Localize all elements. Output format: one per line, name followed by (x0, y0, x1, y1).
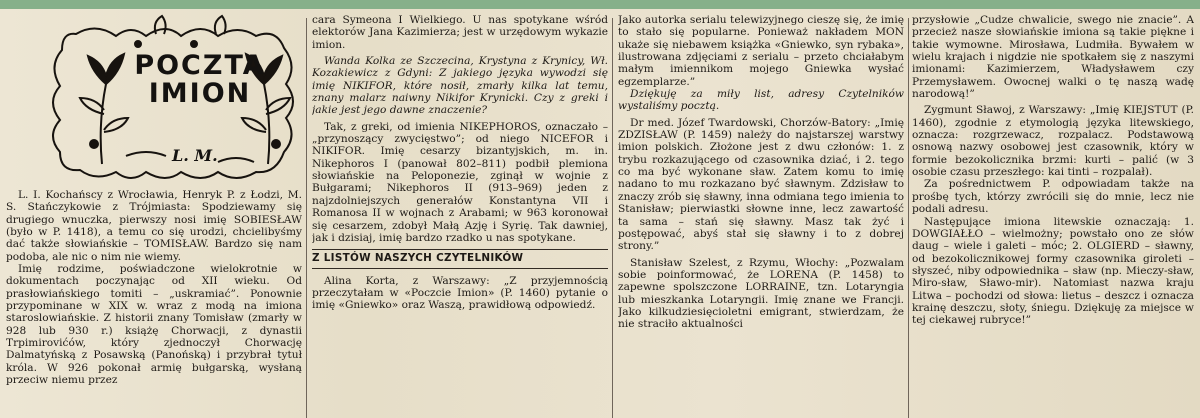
letter-paragraph: Za pośrednictwem P. odpowiadam także na prośbę tych, którzy zwrócili się do mnie, lecz nie podali adresu. (912, 178, 1194, 216)
letter-paragraph: Dr med. Józef Twardowski, Chorzów-Batory: „Imię ZDZISŁAW (P. 1459) należy do najstarszej warstwy imion polskich. Złożone jest z dwu członów: 1. z trybu rozkazującego od czasownika dziać, i 2. tego co ma być wykonane sław. Zatem komu to imię nadano to mu rozkazano być sławnym. Zdzisław to znaczy zrób się sławny, inna odmiana tego imienia to Stanisław; pierwiastki słowne inne, lecz zawartość ta sama – stań się sławny. Masz tak żyć i postępować, abyś stał się sławny i to z dobrej strony.” (618, 116, 904, 253)
letter-paragraph: przysłowie „Cudze chwalicie, swego nie znacie”. A przecież nasze słowiańskie imiona są takie piękne i takie wymowne. Mirosława, Ludmiła. Bywałem w wielu krajach i nigdzie nie spotkałem się z naszymi imionami: Kazimierzem, Władysławem czy Przemysławem. Owocnej walki o tę naszą wadę narodową!” (912, 14, 1194, 101)
letter-paragraph: Zygmunt Sławoj, z Warszawy: „Imię KIEJSTUT (P. 1460), zgodnie z etymologią języka litewskiego, oznacza: rozgrzewacz, rozpalacz. Podstawową osnową nazwy osobowej jest czasownik, który w formie bezokolicznika brzmi: kurti – palić (w 3 osobie czasu przeszłego: kai tinti – rozpalał). (912, 104, 1194, 179)
letter-paragraph: Alina Korta, z Warszawy: „Z przyjemnością przeczytałam w «Poczcie Imion» (P. 1460) pytanie o imię «Gniewko» oraz Waszą, prawidłową odpowiedź. (312, 274, 608, 312)
reply-note: Dziękuję za miły list, adresy Czytelników wystaliśmy pocztą. (618, 88, 904, 113)
section-heading: Z LISTÓW NASZYCH CZYTELNIKÓW (312, 249, 608, 268)
author-signature: L. M. (172, 146, 218, 165)
column-2 (312, 14, 608, 418)
letter-paragraph: L. I. Kochańscy z Wrocławia, Henryk P. z Łodzi, M. S. Stańczykowie z Trójmiasta: Spodziewamy się drugiego wnuczka, pierwszy nosi imię SOBIESŁAW (było w P. 1418), a temu co się urodzi, chcielibyśmy dać także słowiańskie – TOMISŁAW. Bardzo się nam podoba, ale nic o nim nie wiemy. (6, 189, 302, 263)
green-top-border (0, 0, 1200, 9)
column-4 (912, 14, 1194, 418)
column-rule (306, 18, 307, 418)
answer-paragraph: Imię rodzime, poświadczone wielokrotnie w dokumentach poczynając od XII wieku. Od prasłowiańskiego tomiti – „uskramiać”. Ponownie przypominane w XIX w. wraz z modą na imiona staroslowiańskie. Z historii znany Tomisław (zmarły w 928 lub 930 r.) książę Chorwacji, z dynastii Trpimirovićów, który zjednoczył Chorwację Dalmatyńską z Posawską (Panońską) i przybrał tytuł króla. W 926 pokonał armię bułgarską, wysłaną przeciw niemu przez (6, 263, 302, 387)
column-3 (618, 14, 904, 418)
answer-paragraph: cara Symeona I Wielkiego. U nas spotykane wśród elektorów Jana Kazimierza; jest w urzędowym wykazie imion. (312, 14, 608, 51)
column-rule (908, 18, 909, 418)
masthead-title: POCZTA IMION (134, 50, 266, 109)
answer-paragraph: Tak, z greki, od imienia NIKEPHOROS, oznaczało – „przynoszący zwycięstwo”; od niego NICEFOR i NIKIFOR. Imię cesarzy bizantyjskich, m. in. Nikephoros I (panował 802–811) podbił plemiona słowiańskie na Peloponezie, zginął w wojnie z Bułgarami; Nikephoros II (913–969) jeden z najzdolniejszych generałów Konstantyna VII i Romanosa II w wojnach z Arabami; w 963 koronował się cesarzem, zdobył Małą Azję i Syrię. Tak dawniej, jak i dzisiaj, imię bardzo rzadko u nas spotykane. (312, 120, 608, 244)
column-1 (6, 14, 302, 418)
masthead-logo (6, 14, 302, 189)
letter-paragraph: Wanda Kolka ze Szczecina, Krystyna z Krynicy, Wł. Kozakiewicz z Gdyni: Z jakiego języka wywodzi się imię NIKIFOR, które nosił, zmarły kilka lat temu, znany malarz naiwny Nikifor Krynicki. Czy z greki i jakie jest jego dawne znaczenie? (312, 55, 608, 117)
letter-paragraph: Jako autorka serialu telewizyjnego cieszę się, że imię to stało się popularne. Ponieważ nakładem MON ukaże się niebawem książka «Gniewko, syn rybaka», ilustrowana zdjęciami z serialu – przeto chciałabym małym imiennikom mojego Gniewka wysłać egzemplarze.” (618, 14, 904, 88)
column-rule (612, 18, 613, 418)
letter-paragraph: Stanisław Szelest, z Rzymu, Włochy: „Pozwalam sobie poinformować, że LORENA (P. 1458) to zapewne spolszczone LORRAINE, tzn. Lotaryngia lub mieszkanka Lotaryngii. Imię znane we Francji. Jako kilkudziesięcioletni emigrant, stwierdzam, że nie straciło aktualności (618, 256, 904, 331)
letter-paragraph: Następujące imiona litewskie oznaczają: 1. DOWGIAŁŁO – wielmożny; powstało ono ze słów daug – wiele i galeti – móc; 2. OLGIERD – sławny, od bezokolicznikowej formy czasownika giroleti – słyszeć, niby odpowiednika – sław (np. Mieczy-sław, Miro-sław, Sławo-mir). Natomiast nazwa kraju Litwa – pochodzi od słowa: lietus – deszcz i oznacza krainę deszczu, słoty, śniegu. Dziękuję za miejsce w tej ciekawej rubryce!” (912, 215, 1194, 327)
